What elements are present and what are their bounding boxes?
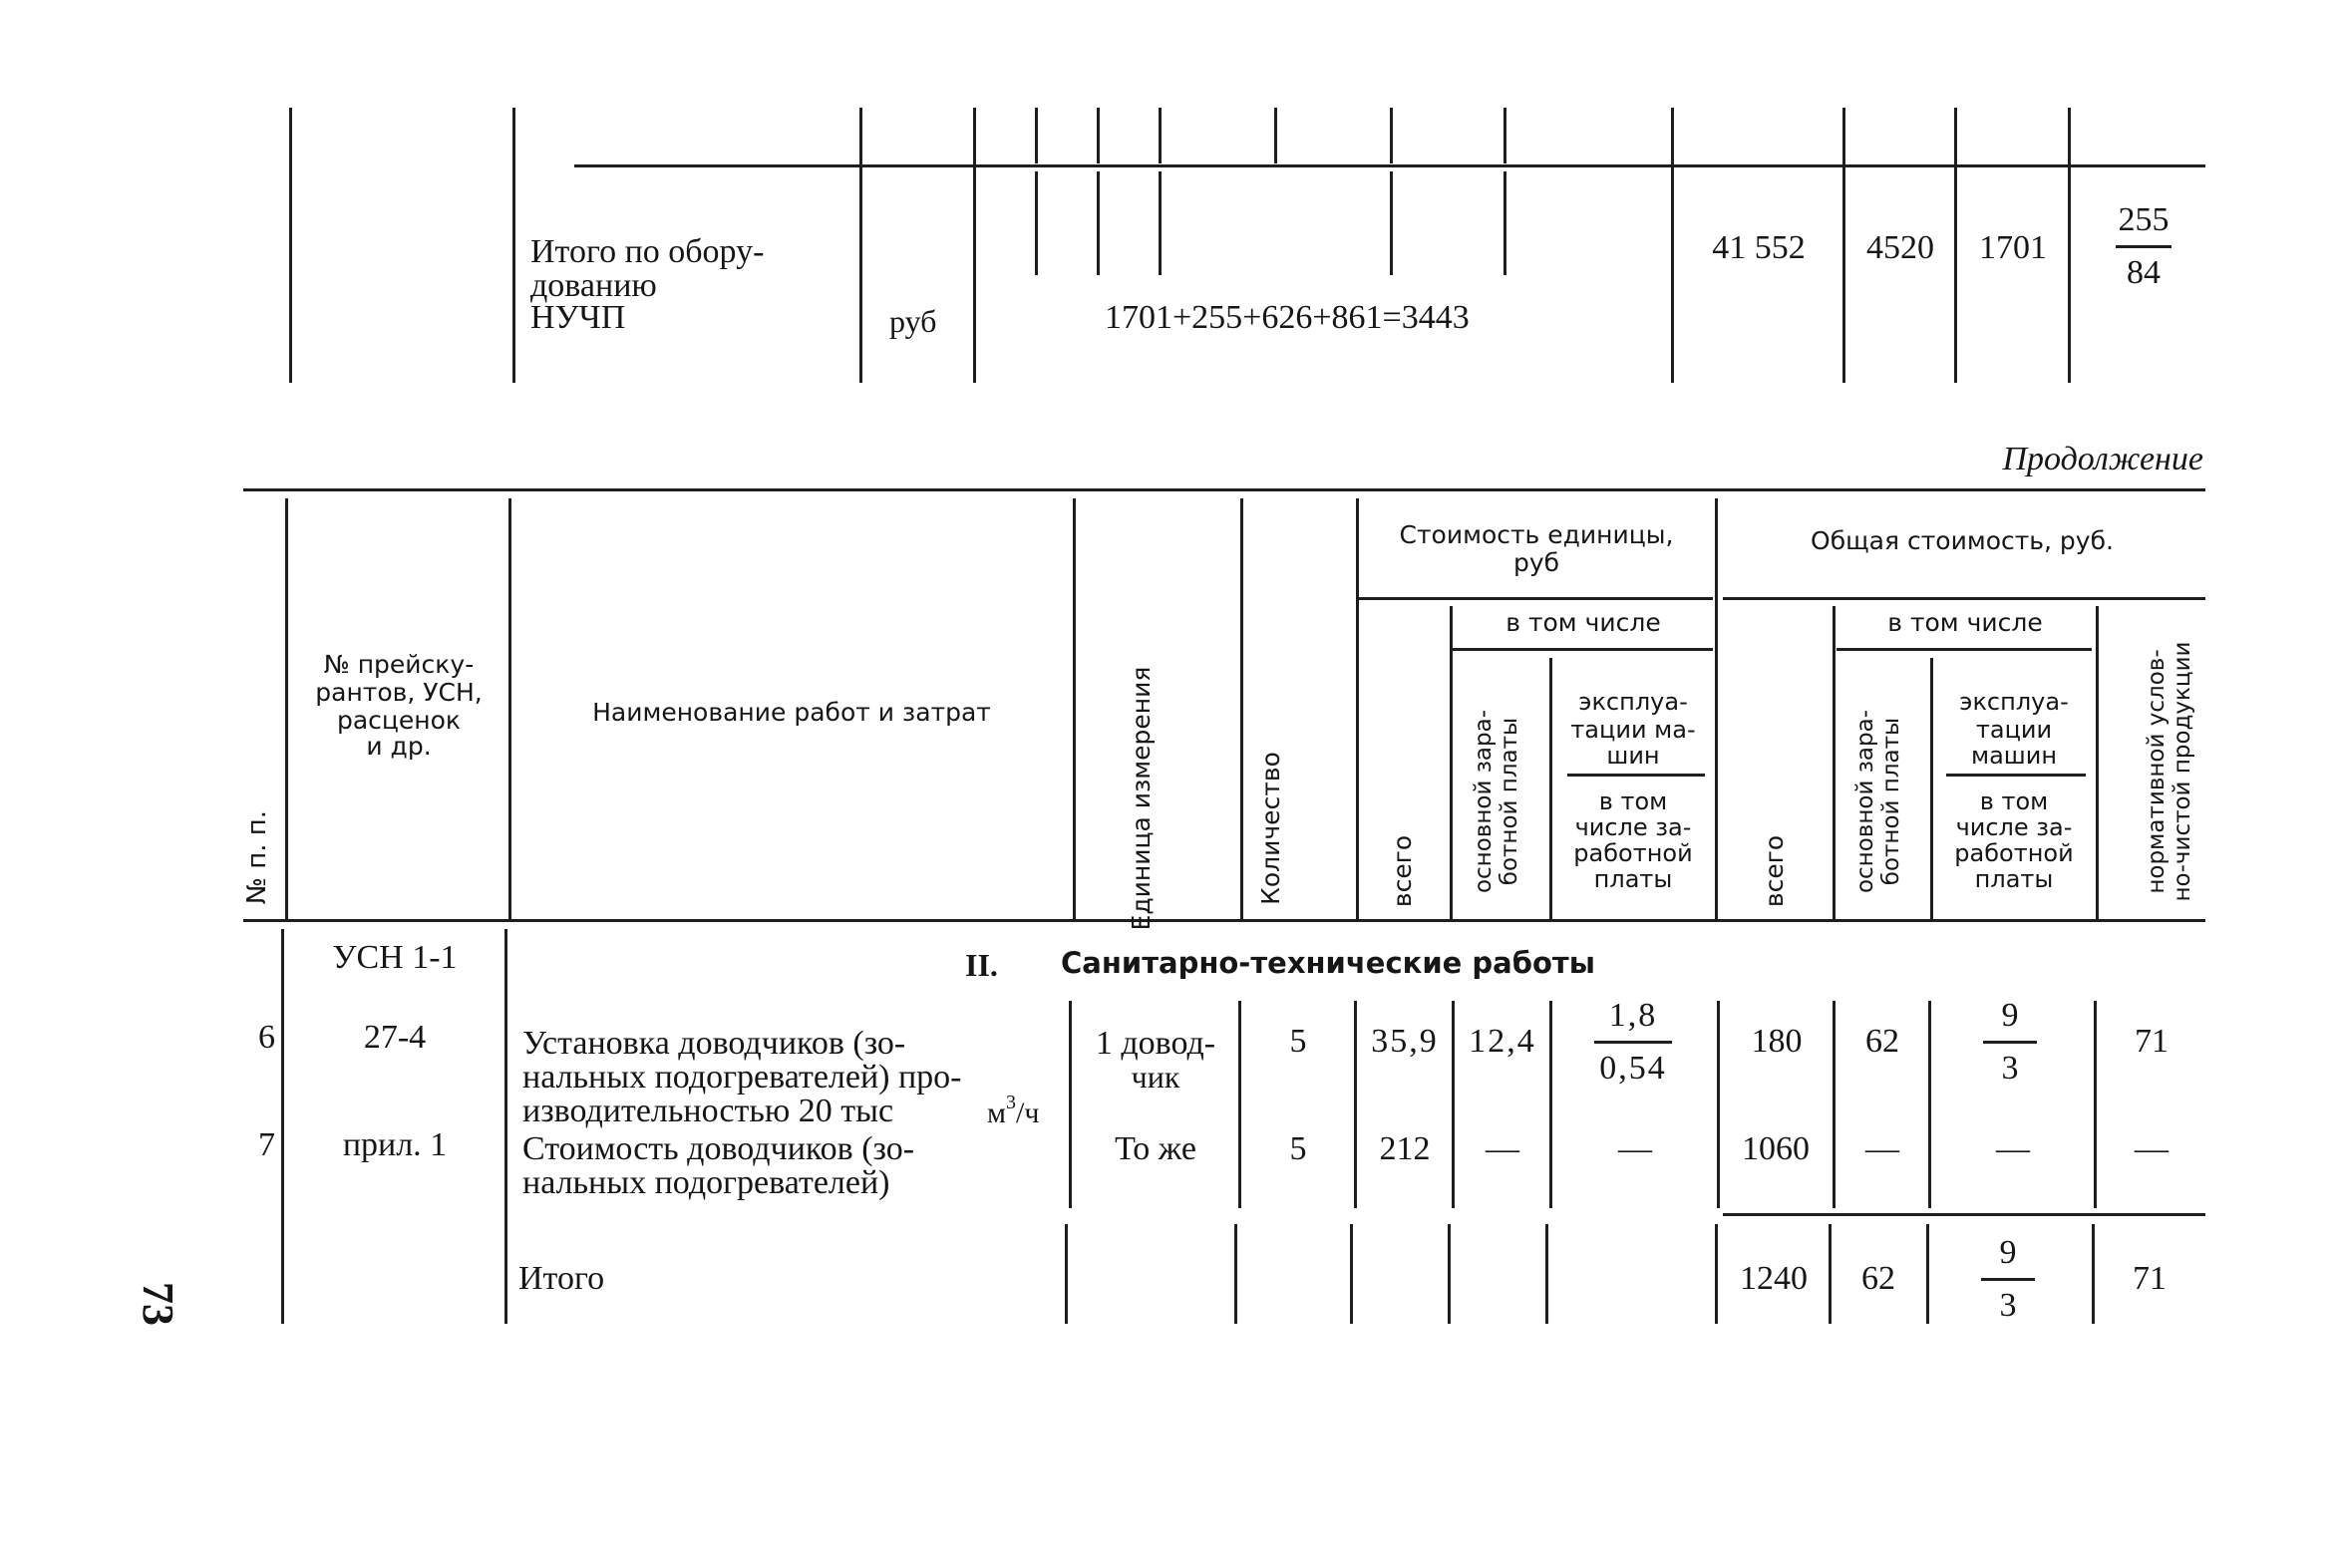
itogo-v-7 xyxy=(1545,1224,1548,1324)
row7-unit: То же xyxy=(1115,1130,1196,1167)
header-qty: Количество xyxy=(1256,752,1285,905)
row6-unit-salary: 12,4 xyxy=(1469,1023,1536,1060)
header-pricelist-1: № прейску- xyxy=(323,650,475,679)
row6-name-1: Установка доводчиков (зо- xyxy=(522,1025,906,1062)
footer-name: Итого xyxy=(518,1260,605,1297)
continuation-label: Продолжение xyxy=(2002,441,2203,477)
top-short-3 xyxy=(1097,108,1100,163)
top-total: 41 552 xyxy=(1712,229,1806,266)
row7-unit-total: 212 xyxy=(1379,1130,1431,1167)
header-machine-op-2: тации ма- xyxy=(1570,716,1696,744)
hdr-v-5 xyxy=(1356,498,1359,919)
top-short-2 xyxy=(1035,108,1038,163)
header-normative-1: нормативной услов- xyxy=(2144,649,2170,894)
total-including-hline xyxy=(1836,648,2092,651)
header-bottom-line xyxy=(243,919,2205,922)
header-unit-cost-1: Стоимость единицы, xyxy=(1399,520,1674,549)
top-fraction-bar xyxy=(2116,245,2171,248)
top-short-6 xyxy=(1390,108,1393,163)
hdr-v-6 xyxy=(1715,498,1718,919)
row7-salary: — xyxy=(1865,1130,1899,1167)
top-short-5 xyxy=(1274,108,1277,163)
top-vline-8 xyxy=(2068,108,2071,383)
header-incl-salary2-2: числе за- xyxy=(1955,813,2073,841)
top-row-name-3: НУЧП xyxy=(530,299,626,336)
footer-mach-bar xyxy=(1981,1278,2035,1281)
body-v-5 xyxy=(1354,1001,1357,1208)
top-fraction-top: 255 xyxy=(2118,201,2170,238)
header-machine-op2-2: тации xyxy=(1975,716,2053,744)
row6-unit-2: чик xyxy=(1131,1059,1180,1095)
header-incl-salary-1: в том xyxy=(1598,787,1668,815)
header-incl-salary2-4: платы xyxy=(1974,865,2054,893)
row6-name-unit: $м^3/ч$ xyxy=(987,1092,1040,1129)
top-unit: руб xyxy=(889,303,937,339)
header-machine-op2-1: эксплуа- xyxy=(1959,688,2069,716)
top-vline-7 xyxy=(1954,108,1957,383)
row6-name-3: изводительностью 20 тыс xyxy=(522,1093,894,1129)
header-base-salary2 xyxy=(1853,702,1909,901)
header-unit: Единица измерения xyxy=(1127,666,1156,931)
hdr-v-2 xyxy=(508,498,511,919)
header-machine-op-3: шин xyxy=(1606,742,1660,770)
body-v-3 xyxy=(1069,1001,1072,1208)
top-fraction xyxy=(2106,203,2181,290)
row7-mach: — xyxy=(1996,1130,2030,1167)
hdr-v-7 xyxy=(1450,606,1453,919)
row6-normative: 71 xyxy=(2135,1023,2169,1060)
header-pricelist-4: и др. xyxy=(366,732,432,761)
unit-including-hline xyxy=(1452,648,1713,651)
header-name: Наименование работ и затрат xyxy=(592,698,991,727)
header-pricelist-3: расценок xyxy=(336,706,462,735)
row7-unit-mach: — xyxy=(1618,1130,1652,1167)
header-normative-2: но-чистой продукции xyxy=(2169,641,2195,902)
header-incl-salary-3: работной xyxy=(1573,839,1693,867)
body-v-4 xyxy=(1238,1001,1241,1208)
body-v-1 xyxy=(281,929,284,1324)
top-vline-2 xyxy=(512,108,515,383)
header-machine-op2-3: машин xyxy=(1970,742,2058,770)
row6-num: 6 xyxy=(258,1019,275,1056)
total-machine-subline xyxy=(1946,774,2086,777)
top-hline xyxy=(574,164,2205,167)
hdr-v-4 xyxy=(1240,498,1243,919)
hdr-v-8 xyxy=(1549,658,1552,919)
row7-num: 7 xyxy=(258,1126,275,1163)
header-base-salary-1: основной зара- xyxy=(1471,709,1497,894)
total-cost-hline xyxy=(1723,597,2205,600)
itogo-v-4 xyxy=(1234,1224,1237,1324)
row7-name-2: нальных подогревателей) xyxy=(522,1164,890,1201)
top-short-7 xyxy=(1503,108,1506,163)
header-including: в том числе xyxy=(1505,608,1661,637)
hdr-v-1 xyxy=(285,498,288,919)
header-incl-salary-2: числе за- xyxy=(1574,813,1692,841)
footer-normative: 71 xyxy=(2133,1260,2167,1297)
top-row-name-2: дованию xyxy=(530,267,657,304)
row6-code: 27-4 xyxy=(363,1019,427,1056)
row6-name-2: нальных подогревателей) про- xyxy=(522,1059,962,1096)
top-formula: 1701+255+626+861=3443 xyxy=(1105,299,1470,336)
row6-total: 180 xyxy=(1751,1023,1803,1060)
header-incl-salary2-3: работной xyxy=(1954,839,2074,867)
body-v-6 xyxy=(1452,1001,1455,1208)
top-row-name-1: Итого по обору- xyxy=(530,233,765,270)
body-v-11 xyxy=(2094,1001,2097,1208)
top-short-1 xyxy=(973,108,976,163)
hdr-v-10 xyxy=(1930,658,1933,919)
itogo-v-10 xyxy=(1926,1224,1929,1324)
row6-unit-mach-bar xyxy=(1594,1041,1672,1044)
hdr-v-11 xyxy=(2096,606,2099,919)
header-top-line xyxy=(243,488,2205,491)
hdr-v-9 xyxy=(1833,606,1836,919)
header-total-cost: Общая стоимость, руб. xyxy=(1811,526,2114,555)
row6-unit-mach-top: 1,8 xyxy=(1608,997,1658,1034)
footer-mach xyxy=(1978,1236,2038,1323)
row6-mach-bottom: 3 xyxy=(2001,1050,2019,1087)
row7-name-1: Стоимость доводчиков (зо- xyxy=(522,1130,915,1167)
section-title: Санитарно-технические работы xyxy=(1061,946,1595,980)
body-v-7 xyxy=(1549,1001,1552,1208)
row6-mach-bar xyxy=(1983,1041,2037,1044)
row6-mach xyxy=(1980,999,2040,1086)
itogo-top-line xyxy=(1723,1213,2205,1216)
row7-unit-salary: — xyxy=(1486,1130,1519,1167)
section-title-num: II. xyxy=(965,947,998,983)
row7-code: прил. 1 xyxy=(342,1126,448,1163)
header-base-salary2-1: основной зара- xyxy=(1852,709,1878,894)
row7-normative: — xyxy=(2135,1130,2169,1167)
top-mid-5 xyxy=(1503,171,1506,275)
header-total-label: всего xyxy=(1388,834,1417,908)
header-total-label2: всего xyxy=(1760,834,1789,908)
top-mid-2 xyxy=(1097,171,1100,275)
unit-cost-hline xyxy=(1358,597,1713,600)
top-vline-5 xyxy=(1671,108,1674,383)
footer-total: 1240 xyxy=(1740,1260,1808,1297)
header-unit-cost-2: руб xyxy=(1512,548,1560,577)
row6-unit-1: 1 довод- xyxy=(1095,1025,1216,1062)
top-mid-3 xyxy=(1159,171,1162,275)
row7-total: 1060 xyxy=(1742,1130,1810,1167)
top-short-4 xyxy=(1159,108,1162,163)
header-machine-op-1: эксплуа- xyxy=(1578,688,1688,716)
footer-mach-top: 9 xyxy=(1999,1234,2017,1271)
body-v-10 xyxy=(1928,1001,1931,1208)
itogo-v-5 xyxy=(1350,1224,1353,1324)
top-mid-1 xyxy=(1035,171,1038,275)
row6-unit-mach xyxy=(1583,999,1683,1086)
row7-qty: 5 xyxy=(1289,1130,1307,1167)
section-code: УСН 1-1 xyxy=(332,939,458,976)
header-normative xyxy=(2145,622,2200,921)
top-mid-4 xyxy=(1390,171,1393,275)
footer-mach-bottom: 3 xyxy=(1999,1287,2017,1324)
row6-qty: 5 xyxy=(1289,1023,1307,1060)
top-vline-3 xyxy=(859,108,862,383)
page-number: 73 xyxy=(134,1282,182,1326)
header-col-num: № п. п. xyxy=(242,809,272,905)
unit-machine-subline xyxy=(1567,774,1705,777)
row6-unit-total: 35,9 xyxy=(1371,1023,1439,1060)
header-including2: в том числе xyxy=(1887,608,2043,637)
itogo-v-8 xyxy=(1715,1224,1718,1324)
itogo-v-11 xyxy=(2092,1224,2095,1324)
footer-salary: 62 xyxy=(1861,1260,1895,1297)
top-vline-1 xyxy=(289,108,292,383)
body-v-9 xyxy=(1833,1001,1836,1208)
row6-unit-mach-bottom: 0,54 xyxy=(1599,1050,1667,1087)
top-fraction-bottom: 84 xyxy=(2127,254,2161,291)
top-machines: 1701 xyxy=(1979,229,2047,266)
header-pricelist-2: рантов, УСН, xyxy=(315,678,483,707)
header-base-salary-2: ботной платы xyxy=(1496,717,1522,886)
itogo-v-3 xyxy=(1065,1224,1068,1324)
top-vline-6 xyxy=(1842,108,1845,383)
header-base-salary xyxy=(1472,702,1527,901)
row6-salary: 62 xyxy=(1865,1023,1899,1060)
body-v-8 xyxy=(1717,1001,1720,1208)
header-incl-salary-4: платы xyxy=(1593,865,1673,893)
row6-mach-top: 9 xyxy=(2001,997,2019,1034)
itogo-v-9 xyxy=(1829,1224,1832,1324)
top-salary: 4520 xyxy=(1866,229,1934,266)
body-v-2 xyxy=(504,929,507,1324)
itogo-v-6 xyxy=(1448,1224,1451,1324)
header-base-salary2-2: ботной платы xyxy=(1877,717,1904,886)
header-incl-salary2-1: в том xyxy=(1979,787,2049,815)
hdr-v-3 xyxy=(1073,498,1076,919)
